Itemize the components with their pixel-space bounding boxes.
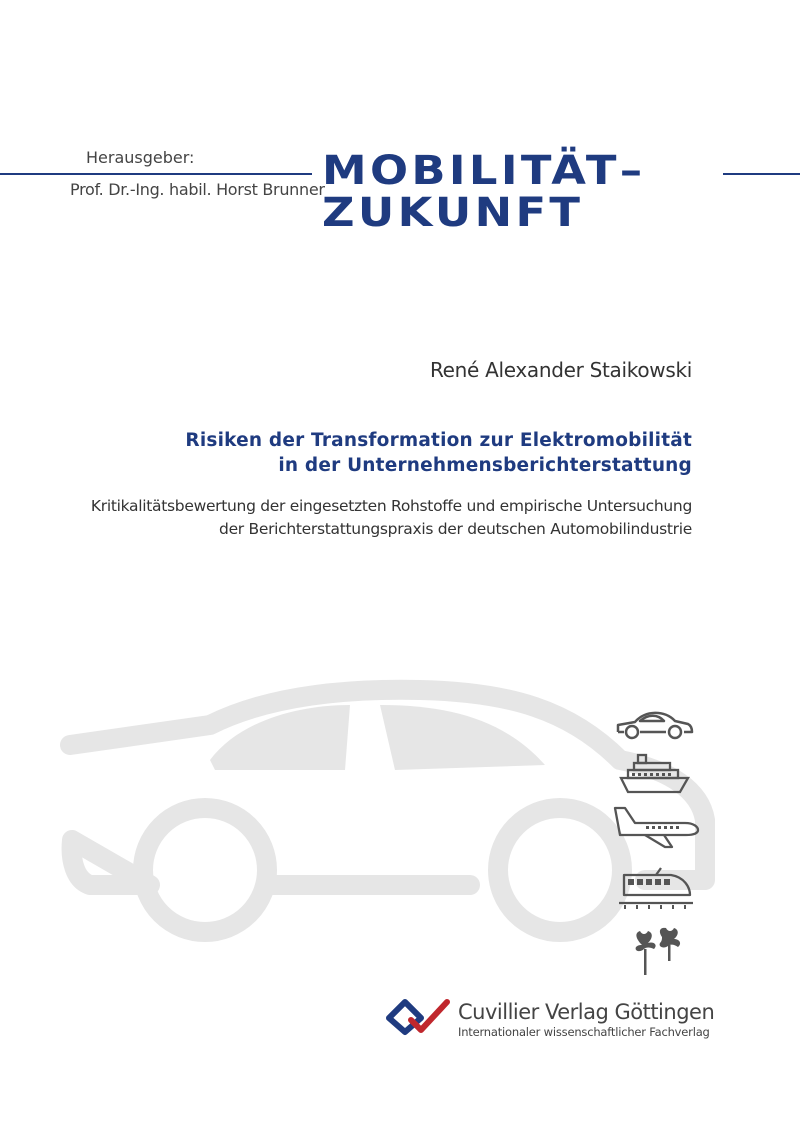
book-subtitle-line2: der Berichterstattungspraxis der deutschen Automobilindustrie: [219, 520, 692, 538]
book-subtitle: [0, 495, 692, 541]
book-title-line2: in der Unternehmensberichterstattung: [278, 455, 692, 476]
train-icon: [616, 865, 696, 910]
header-rule-left: [0, 173, 312, 175]
editor-name: Prof. Dr.-Ing. habil. Horst Brunner: [70, 180, 325, 199]
author-name: René Alexander Staikowski: [429, 358, 692, 382]
palm-tree-icon: [628, 925, 683, 980]
book-title-line1: Risiken der Transformation zur Elektromobilität: [185, 430, 692, 451]
publisher-name: Cuvillier Verlag Göttingen: [458, 1000, 715, 1024]
series-title-line1: MOBILITÄT–: [322, 148, 646, 194]
ship-icon: [618, 750, 693, 795]
publisher-tagline: Internationaler wissenschaftlicher Fachverlag: [458, 1025, 710, 1039]
series-title: [322, 150, 770, 234]
series-title-line2: ZUKUNFT: [322, 190, 584, 236]
book-title: [12, 428, 692, 478]
editor-label: Herausgeber:: [86, 148, 195, 167]
book-subtitle-line1: Kritikalitätsbewertung der eingesetzten Rohstoffe und empirische Untersuchung: [90, 497, 692, 515]
cuvillier-logo: [385, 996, 453, 1036]
airplane-icon: [610, 805, 700, 855]
